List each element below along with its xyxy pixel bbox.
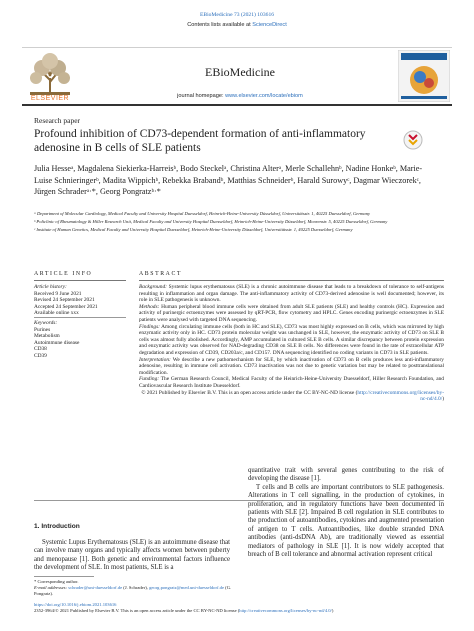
license-link[interactable]: http://creativecommons.org/licenses/by-nc-nd/4.0/ bbox=[357, 389, 444, 403]
affiliation-c: ᶜ Institute of Human Genetics, Medical Faculty and University Hospital Duesseldorf, Heinrich-Heine-University Düsseldorf, Universitätsstr. 1, 40225 Duesseldorf, Germany bbox=[34, 227, 353, 233]
abstract-rule bbox=[139, 280, 444, 281]
introduction-left-column: Systemic Lupus Erythematosus (SLE) is an autoimmune disease that can involve many organs and typically affects women between puberty and menopause [1]. Both genetic and environmental factors influence the development of SLE. In most patients, SLE is a bbox=[34, 539, 230, 572]
history-accepted: Accepted 24 September 2021 bbox=[34, 303, 98, 310]
homepage-link[interactable]: www.elsevier.com/locate/ebiom bbox=[225, 93, 303, 99]
abstract-background: Background: Systemic lupus erythematosus (SLE) is a chronic autoimmune disease that leads to a breakdown of tolerance to self-antigens resulting in inflammation and organ damage. The anti-inflammatory activity of CD73-derived adenosine is well documented; however, its role in SLE pathogenesis is unknown. bbox=[139, 284, 444, 304]
keyword-item: CD39 bbox=[34, 352, 47, 359]
history-label: Article history: bbox=[34, 284, 67, 290]
keywords-label: Keywords: bbox=[34, 320, 58, 326]
article-info-rule bbox=[34, 280, 126, 281]
license-link-footer[interactable]: http://creativecommons.org/licenses/by-nc-nd/4.0/ bbox=[239, 608, 332, 613]
journal-cover-image bbox=[398, 50, 450, 102]
background-label: Background: bbox=[139, 284, 167, 290]
footnotes bbox=[34, 579, 234, 597]
affiliations bbox=[34, 211, 434, 235]
doi-block bbox=[34, 602, 454, 614]
methods-label: Methods: bbox=[139, 303, 160, 310]
affiliation-a: ᵃ Department of Molecular Cardiology, Medical Faculty and University Hospital Duesseldorf, Heinrich-Heine-University Düsseldorf, Universitätsstr. 1, 40225 Duesseldorf, Germany bbox=[34, 211, 371, 216]
issn-license-line: 2352-3964/© 2021 Published by Elsevier B.V. This is an open access article under the CC BY-NC-ND license (http://creativecommons.org/licenses/by-nc-nd/4.0/) bbox=[34, 608, 334, 613]
email-link-schrader[interactable]: schrader@uni-duesseldorf.de bbox=[68, 584, 123, 590]
affiliation-b: ᵇ Policlinic of Rheumatology & Hiller Research Unit, Medical Faculty and University Hospital Duesseldorf, Heinrich-Heine-University Düsseldorf, Moorenstr. 5, 40225 Duesseldorf, Germany bbox=[34, 219, 388, 225]
keyword-item: Purines bbox=[34, 326, 51, 333]
article-history bbox=[34, 284, 126, 317]
contents-prefix: Contents lists available at bbox=[187, 22, 253, 28]
keyword-item: Metabolism bbox=[34, 333, 60, 340]
footnote-rule bbox=[34, 576, 94, 577]
abstract-funding: Funding: The German Research Council, Medical Faculty of the Heinrich-Heine-University Duesseldorf, Hiller Research Foundation, and Cardiovascular Research Institute Duesseldorf. bbox=[139, 376, 444, 389]
journal-citation-line[interactable]: EBioMedicine 73 (2021) 103616 bbox=[199, 12, 275, 18]
keyword-item: CD38 bbox=[34, 346, 47, 353]
findings-label: Findings: bbox=[139, 323, 160, 330]
homepage-line bbox=[90, 93, 390, 99]
elsevier-wordmark: ELSEVIER bbox=[30, 95, 70, 102]
introduction-heading: 1. Introduction bbox=[34, 523, 80, 530]
article-info-heading: ARTICLE INFO bbox=[34, 271, 93, 277]
author-list: Julia Hesseᵃ, Magdalena Siekierka-Harreisᵇ, Bodo Steckelᵃ, Christina Alterᵃ, Merle Schallehnᵇ, Nadine Honkeᵇ, Marie-Luise Schnieringerᵇ, Madita Wippichᵇ, Rebekka Brabandᵇ, Matthias Schneiderᵇ, Harald Surowyᶜ, Dagmar Wieczorekᶜ, Jürgen Schraderᵃ·*, Georg Pongratzᵇ·* bbox=[34, 164, 423, 197]
introduction-right-column bbox=[248, 467, 444, 559]
abstract-heading: ABSTRACT bbox=[139, 271, 183, 277]
abstract-methods: Methods: Human peripheral blood immune cells were obtained from adult SLE patients (SLE) and healthy controls (HC). Expression and activity of purinergic ectoenzymes were assessed by qRT-PCR, flow cytometry and HPLC. Genes encoding purinergic ectoenzymes in SLE patients were analysed with targeted DNA sequencing. bbox=[139, 303, 444, 323]
article-type: Research paper bbox=[34, 116, 81, 125]
history-online: Available online xxx bbox=[34, 310, 79, 317]
intro-paragraph: T cells and B cells are important contributors to SLE pathogenesis. Alterations in T cell signalling, in the production of cytokines, in proliferation, and in regulatory functions have been documented in patients with SLE [2]. Impaired B cell regulation in SLE contributes to the production of autoantibodies, cytokines and augmented presentation of antigen to T cells. Autoantibodies, like double stranded DNA antibodies (anti-dsDNA Ab), are traditionally viewed as essential mediators of pathology in SLE [1]. It is now widely accepted that breach of B cell tolerance and abnormal activation represent critical bbox=[248, 483, 444, 559]
email-addresses: E-mail addresses: schrader@uni-duesseldorf.de (J. Schrader), georg.pongratz@med.uni-duesseldorf.de (G. Pongratz). bbox=[34, 584, 232, 596]
homepage-prefix: journal homepage: bbox=[177, 93, 226, 99]
keyword-item: Autoimmune disease bbox=[34, 339, 80, 346]
doi-link[interactable]: https://doi.org/10.1016/j.ebiom.2021.103616 bbox=[34, 602, 117, 607]
email-link-pongratz[interactable]: georg.pongratz@med.uni-duesseldorf.de bbox=[149, 584, 225, 590]
elsevier-tree-logo bbox=[24, 50, 76, 98]
abstract-body bbox=[139, 284, 444, 403]
abstract-findings: Findings: Among circulating immune cells (both in HC and SLE), CD73 was most highly expressed on B cells, which was mirrored by high enzymatic activity only in HC. CD73 protein molecular weight was unchanged in SLE, however, the enzymatic activity of CD73 on SLE B cells was almost fully abolished. Accordingly, AMP accumulated in cultured SLE B cells. A similar discrepancy between protein expression and enzymatic activity was observed for NAD-degrading CD38 on SLE B cells. No differences were found in the rate of extracellular ATP degradation and expression of CD39, CD203a/c, and CD157. DNA sequencing identified no coding variants in CD73 in SLE patients. bbox=[139, 323, 444, 356]
sciencedirect-link[interactable]: ScienceDirect bbox=[252, 22, 287, 28]
history-received: Received 9 June 2021 bbox=[34, 290, 82, 297]
interpretation-label: Interpretation: bbox=[139, 356, 171, 363]
abstract-interpretation: Interpretation: We describe a new pathomechanism for SLE, by which inactivation of CD73 on B cells produces less anti-inflammatory adenosine, resulting in immune cell activation. CD73 inactivation was not due to genetic variation but may be related to posttranslational modification. bbox=[139, 356, 444, 376]
journal-name: EBioMedicine bbox=[205, 65, 275, 79]
funding-label: Funding: bbox=[139, 376, 160, 383]
check-for-updates-icon[interactable] bbox=[402, 130, 424, 158]
article-title: Profound inhibition of CD73-dependent formation of anti-inflammatory adenosine in B cells of SLE patients bbox=[34, 128, 366, 154]
keywords bbox=[34, 320, 126, 360]
corresponding-author-note: * Corresponding author. bbox=[34, 579, 79, 584]
intro-paragraph: quantitative trait with several genes contributing to the risk of developing the disease [1]. bbox=[248, 467, 444, 483]
contents-line bbox=[0, 22, 474, 28]
keywords-rule bbox=[34, 317, 126, 318]
abstract-copyright: © 2021 Published by Elsevier B.V. This is an open access article under the CC BY-NC-ND license (http://creativecommons.org/licenses/by-nc-nd/4.0/) bbox=[141, 389, 444, 403]
history-revised: Revised 24 September 2021 bbox=[34, 297, 95, 304]
